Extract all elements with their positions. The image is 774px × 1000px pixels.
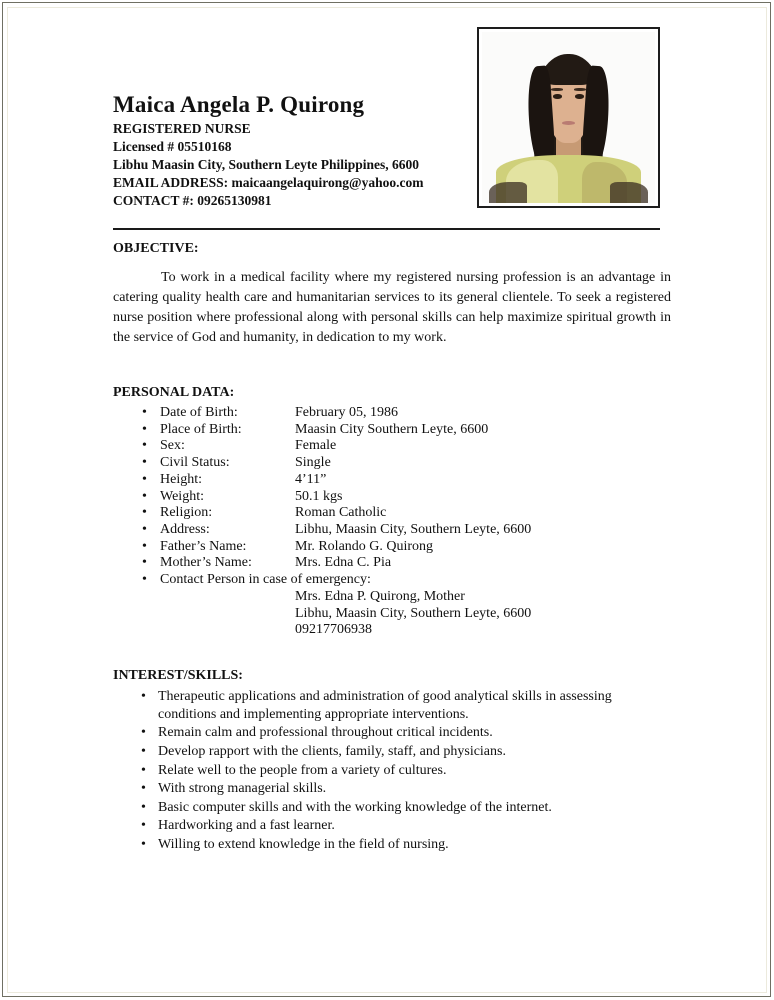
bullet-icon: • bbox=[142, 538, 147, 554]
bullet-icon: • bbox=[142, 421, 147, 437]
personal-data-label: Religion: bbox=[160, 505, 213, 521]
photo-shoulder-right bbox=[610, 182, 648, 203]
skill-item bbox=[113, 799, 673, 817]
personal-data-value: 4’11” bbox=[295, 471, 327, 487]
skill-item bbox=[113, 817, 673, 835]
emergency-contact-label: Contact Person in case of emergency: bbox=[160, 572, 371, 588]
skill-item bbox=[113, 724, 673, 742]
skills-list bbox=[113, 688, 673, 854]
personal-data-heading-text: PERSONAL DATA bbox=[113, 385, 230, 400]
bullet-icon: • bbox=[142, 555, 147, 571]
skill-item bbox=[113, 780, 673, 798]
personal-data-label: Place of Birth: bbox=[160, 421, 242, 437]
emergency-contact-row bbox=[113, 572, 673, 589]
personal-data-value: February 05, 1986 bbox=[295, 405, 399, 420]
applicant-contact: CONTACT #: 09265130981 bbox=[113, 192, 272, 208]
skill-item-text: Relate well to the people from a variety of cultures. bbox=[158, 762, 447, 778]
skill-item bbox=[113, 762, 673, 780]
bullet-icon: • bbox=[141, 725, 146, 741]
bullet-icon: • bbox=[141, 762, 146, 778]
bullet-icon: • bbox=[141, 781, 146, 797]
bullet-icon: • bbox=[141, 818, 146, 834]
skill-item-text: Willing to extend knowledge in the field of nursing. bbox=[158, 837, 449, 852]
personal-data-label: Height: bbox=[160, 471, 202, 487]
resume-header bbox=[113, 92, 473, 210]
skill-item bbox=[113, 688, 673, 723]
personal-data-value: Mrs. Edna C. Pia bbox=[295, 555, 392, 571]
personal-data-section bbox=[113, 385, 673, 639]
skill-item-text: Basic computer skills and with the working knowledge of the internet. bbox=[158, 799, 552, 815]
skill-item-text: Therapeutic applications and administration of good analytical skills in assessing conditions and implementing appropriate interventions. bbox=[158, 689, 612, 722]
emergency-contact-line: Mrs. Edna P. Quirong, Mother bbox=[295, 588, 465, 604]
bullet-icon: • bbox=[142, 471, 147, 487]
skill-item-text: Develop rapport with the clients, family, staff, and physicians. bbox=[158, 743, 506, 759]
skill-item bbox=[113, 836, 673, 854]
bullet-icon: • bbox=[142, 488, 147, 504]
skill-item-text: With strong managerial skills. bbox=[158, 781, 327, 797]
bullet-icon: • bbox=[142, 505, 147, 521]
bullet-icon: • bbox=[142, 438, 147, 454]
personal-data-value: Maasin City Southern Leyte, 6600 bbox=[295, 421, 489, 437]
portrait-photo-image bbox=[482, 32, 655, 203]
license-number: Licensed # 05510168 bbox=[113, 139, 232, 155]
photo-eye-left bbox=[553, 94, 563, 98]
header-divider-rule bbox=[113, 228, 660, 230]
portrait-photo bbox=[477, 27, 660, 208]
personal-data-value: 50.1 kgs bbox=[295, 488, 343, 504]
bullet-icon: • bbox=[142, 572, 147, 588]
personal-data-label: Civil Status: bbox=[160, 455, 230, 471]
applicant-address: Libhu Maasin City, Southern Leyte Philippines, 6600 bbox=[113, 157, 420, 173]
personal-data-row bbox=[113, 455, 673, 472]
skills-section bbox=[113, 668, 673, 855]
personal-data-list bbox=[113, 405, 673, 639]
personal-data-label: Mother’s Name: bbox=[160, 555, 252, 571]
personal-data-row bbox=[113, 405, 673, 422]
bullet-icon: • bbox=[142, 522, 147, 538]
skills-heading: INTEREST/SKILLS: bbox=[113, 668, 243, 683]
personal-data-value: Libhu, Maasin City, Southern Leyte, 6600 bbox=[295, 522, 532, 538]
bullet-icon: • bbox=[141, 837, 146, 852]
skill-item bbox=[113, 743, 673, 761]
photo-eye-right bbox=[575, 94, 585, 98]
personal-data-row bbox=[113, 472, 673, 489]
personal-data-label: Father’s Name: bbox=[160, 538, 247, 554]
bullet-icon: • bbox=[141, 743, 146, 759]
personal-data-value: Roman Catholic bbox=[295, 505, 387, 521]
personal-data-value: Single bbox=[295, 455, 331, 471]
objective-paragraph: To work in a medical facility where my registered nursing profession is an advantage in catering quality health care and humanitarian services to its general clientele. To seek a registered nurse position where professional along with personal skills can help maximize spiritual growth in the service of God and humanity, in dedication to my work. bbox=[113, 270, 671, 345]
personal-data-label: Address: bbox=[160, 522, 210, 538]
bullet-icon: • bbox=[142, 455, 147, 471]
bullet-icon: • bbox=[141, 689, 146, 704]
emergency-contact-line: 09217706938 bbox=[295, 622, 372, 638]
bullet-icon: • bbox=[142, 405, 147, 420]
objective-section bbox=[113, 241, 673, 348]
personal-data-label: Date of Birth: bbox=[160, 405, 238, 420]
personal-data-label: Weight: bbox=[160, 488, 204, 504]
personal-data-row bbox=[113, 522, 673, 539]
applicant-email: EMAIL ADDRESS: maicaangelaquirong@yahoo.com bbox=[113, 174, 424, 190]
personal-data-row bbox=[113, 422, 673, 439]
personal-data-value: Female bbox=[295, 438, 337, 454]
emergency-contact-line: Libhu, Maasin City, Southern Leyte, 6600 bbox=[295, 605, 532, 621]
applicant-name: Maica Angela P. Quirong bbox=[113, 92, 365, 117]
objective-heading: OBJECTIVE: bbox=[113, 241, 199, 256]
personal-data-row bbox=[113, 539, 673, 556]
skill-item-text: Remain calm and professional throughout critical incidents. bbox=[158, 725, 493, 741]
personal-data-row bbox=[113, 555, 673, 572]
personal-data-row bbox=[113, 489, 673, 506]
personal-data-row bbox=[113, 438, 673, 455]
bullet-icon: • bbox=[141, 799, 146, 815]
photo-shoulder-left bbox=[489, 182, 527, 203]
personal-data-heading-colon: : bbox=[229, 385, 235, 400]
personal-data-value: Mr. Rolando G. Quirong bbox=[295, 538, 434, 554]
personal-data-row bbox=[113, 505, 673, 522]
personal-data-label: Sex: bbox=[160, 438, 185, 454]
personal-data-heading bbox=[113, 385, 673, 401]
applicant-title: REGISTERED NURSE bbox=[113, 121, 251, 137]
skill-item-text: Hardworking and a fast learner. bbox=[158, 818, 335, 834]
